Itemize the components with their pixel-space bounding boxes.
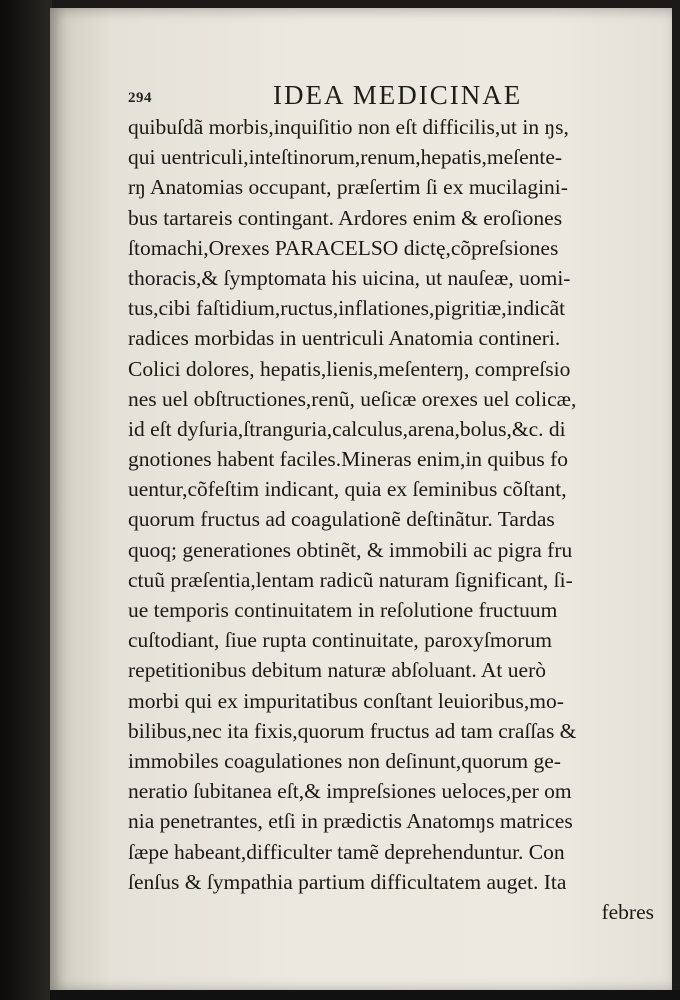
text-line: rŋ Anatomias occupant, præſertim ſi ex mucilagini- [128, 175, 568, 200]
text-line: id eſt dyſuria,ſtranguria,calculus,arena,bolus,&c. di [128, 416, 566, 441]
text-line: nia penetrantes, etſi in prædictis Anatomŋs matrices [128, 809, 573, 834]
text-line: quibuſdã morbis,inquiſitio non eſt difficilis,ut in ŋs, [128, 115, 569, 139]
page-header [128, 80, 648, 114]
catchword: febres [601, 899, 654, 924]
text-line: thoracis,& ſymptomata his uicina, ut nauſeæ, uomi- [128, 265, 571, 290]
text-line: qui uentriculi,inteſtinorum,renum,hepatis,meſente- [128, 145, 563, 170]
text-line: repetitionibus debitum naturæ abſoluant. At uerò [128, 658, 546, 683]
running-title: IDEA MEDICINAE [273, 80, 523, 110]
text-line: bilibus,nec ita fixis,quorum fructus ad tam craſſas & [128, 718, 577, 743]
page-bottom-edge [50, 990, 680, 1000]
page-number: 294 [128, 90, 152, 106]
text-line: cuſtodiant, ſiue rupta continuitate, paroxyſmorum [128, 628, 552, 653]
body-text [128, 112, 658, 927]
text-line: gnotiones habent faciles.Mineras enim,in quibus fo [128, 447, 569, 472]
text-line: morbi qui ex impuritatibus conſtant leuioribus,mo- [128, 688, 564, 713]
text-line: nes uel obſtructiones,renũ, ueſicæ orexes uel colicæ, [128, 386, 577, 411]
text-line: ſtomachi,Orexes PARACELSO dictę,cõpreſsiones [128, 235, 559, 260]
text-line: quorum fructus ad coagulationẽ deſtinãtur. Tardas [128, 507, 555, 532]
text-line: ſæpe habeant,difficulter tamẽ deprehenduntur. Con [128, 839, 565, 864]
text-line: radices morbidas in uentriculi Anatomia contineri. [128, 326, 561, 351]
text-line: Colici dolores, hepatis,lienis,meſenterŋ, compreſsio [128, 356, 571, 381]
text-line: bus tartareis contingant. Ardores enim & eroſiones [128, 205, 563, 230]
book-binding-shadow [0, 0, 52, 1000]
text-line: uentur,cõfeſtim indicant, quia ex ſeminibus cõſtant, [128, 477, 567, 502]
text-line: ue temporis continuitatem in reſolutione fructuum [128, 598, 558, 622]
text-line: ſenſus & ſympathia partium difficultatem auget. Ita [128, 869, 567, 894]
text-line: immobiles coagulationes non deſinunt,quorum ge- [128, 748, 561, 773]
text-line: neratio ſubitanea eſt,& impreſsiones ueloces,per om [128, 779, 572, 804]
text-line: tus,cibi faſtidium,ructus,inflationes,pigritiæ,indicãt [128, 296, 566, 321]
text-line: ctuũ præſentia,lentam radicũ naturam ſignificant, ſi- [128, 567, 573, 592]
text-line: quoq; generationes obtinẽt, & immobili ac pigra fru [128, 537, 573, 562]
